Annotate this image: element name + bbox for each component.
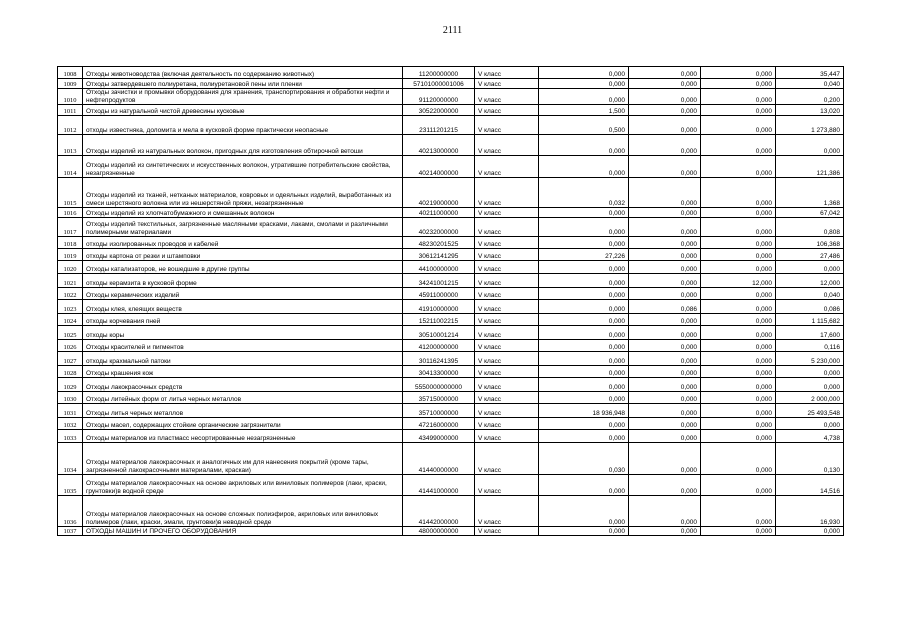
hazard-class-cell: V класс — [475, 326, 539, 340]
value-3-cell: 0,000 — [701, 418, 776, 430]
waste-name-cell: Отходы из натуральной чистой древесины кусковые — [83, 105, 403, 116]
waste-code-cell: 41440000000 — [403, 443, 475, 475]
row-number-cell: 1017 — [58, 218, 83, 237]
value-4-cell: 0,040 — [776, 79, 844, 89]
value-4-cell: 1 273,880 — [776, 116, 844, 135]
value-2-cell: 0,000 — [629, 418, 701, 430]
table-row — [58, 135, 844, 156]
value-3-cell: 0,000 — [701, 443, 776, 475]
hazard-class-cell: V класс — [475, 218, 539, 237]
row-number-cell: 1030 — [58, 392, 83, 404]
waste-name-cell: отходы коры — [83, 326, 403, 340]
waste-name-cell: Отходы материалов из пластмасс несортированные незагрязненные — [83, 430, 403, 443]
waste-code-cell: 11200000000 — [403, 67, 475, 79]
waste-name-cell: отходы известняка, доломита и мела в кусковой форме практически неопасные — [83, 116, 403, 135]
table-row — [58, 430, 844, 443]
value-2-cell: 0,000 — [629, 105, 701, 116]
hazard-class-cell: V класс — [475, 116, 539, 135]
waste-name-cell: Отходы керамических изделий — [83, 288, 403, 300]
waste-name-cell: Отходы крашения кож — [83, 366, 403, 378]
table-row — [58, 496, 844, 527]
value-1-cell: 0,000 — [539, 430, 629, 443]
value-1-cell: 0,000 — [539, 79, 629, 89]
value-2-cell: 0,000 — [629, 475, 701, 496]
value-3-cell: 0,000 — [701, 475, 776, 496]
hazard-class-cell: V класс — [475, 237, 539, 249]
waste-code-cell: 30612141295 — [403, 249, 475, 261]
value-1-cell: 0,000 — [539, 156, 629, 178]
value-3-cell: 0,000 — [701, 326, 776, 340]
waste-code-cell: 40211000000 — [403, 208, 475, 218]
waste-name-cell: отходы корчевания пней — [83, 314, 403, 326]
table-body — [58, 67, 844, 536]
value-2-cell: 0,000 — [629, 208, 701, 218]
waste-code-cell: 30116241395 — [403, 352, 475, 366]
waste-code-cell: 47216000000 — [403, 418, 475, 430]
table-row — [58, 475, 844, 496]
waste-name-cell: Отходы изделий из натуральных волокон, пригодных для изготовления обтирочной ветоши — [83, 135, 403, 156]
table-row — [58, 178, 844, 208]
value-2-cell: 0,000 — [629, 89, 701, 105]
waste-name-cell: Отходы масел, содержащих стойкие органические загрязнители — [83, 418, 403, 430]
value-2-cell: 0,000 — [629, 352, 701, 366]
waste-name-cell: отходы картона от резки и штамповки — [83, 249, 403, 261]
value-1-cell: 0,000 — [539, 300, 629, 314]
waste-name-cell: Отходы клея, клеящих веществ — [83, 300, 403, 314]
value-1-cell: 27,226 — [539, 249, 629, 261]
value-4-cell: 35,447 — [776, 67, 844, 79]
value-2-cell: 0,000 — [629, 218, 701, 237]
value-2-cell: 0,000 — [629, 314, 701, 326]
waste-code-cell: 41442000000 — [403, 496, 475, 527]
table-row — [58, 237, 844, 249]
value-1-cell: 0,500 — [539, 116, 629, 135]
hazard-class-cell: V класс — [475, 392, 539, 404]
value-4-cell: 12,000 — [776, 274, 844, 288]
row-number-cell: 1016 — [58, 208, 83, 218]
waste-name-cell: Отходы материалов лакокрасочных на основе сложных полиэфиров, акриловых или виниловых полимеров (лаки, краски, эмали, грунтовки)в неводной среде — [83, 496, 403, 527]
row-number-cell: 1018 — [58, 237, 83, 249]
waste-code-cell: 40213000000 — [403, 135, 475, 156]
value-4-cell: 4,738 — [776, 430, 844, 443]
value-4-cell: 16,930 — [776, 496, 844, 527]
hazard-class-cell: V класс — [475, 79, 539, 89]
waste-code-cell: 40214000000 — [403, 156, 475, 178]
table-row — [58, 89, 844, 105]
value-3-cell: 0,000 — [701, 249, 776, 261]
value-3-cell: 0,000 — [701, 340, 776, 352]
value-4-cell: 0,000 — [776, 527, 844, 536]
waste-code-cell: 15211002215 — [403, 314, 475, 326]
value-4-cell: 0,116 — [776, 340, 844, 352]
table-row — [58, 156, 844, 178]
value-4-cell: 0,086 — [776, 300, 844, 314]
waste-name-cell: отходы крахмальной патоки — [83, 352, 403, 366]
value-4-cell: 14,516 — [776, 475, 844, 496]
value-4-cell: 13,020 — [776, 105, 844, 116]
hazard-class-cell: V класс — [475, 89, 539, 105]
row-number-cell: 1035 — [58, 475, 83, 496]
value-3-cell: 0,000 — [701, 105, 776, 116]
table-row — [58, 340, 844, 352]
value-2-cell: 0,000 — [629, 378, 701, 392]
value-3-cell: 0,000 — [701, 79, 776, 89]
value-3-cell: 0,000 — [701, 366, 776, 378]
row-number-cell: 1028 — [58, 366, 83, 378]
value-4-cell: 1 115,682 — [776, 314, 844, 326]
value-4-cell: 0,000 — [776, 366, 844, 378]
value-1-cell: 0,000 — [539, 135, 629, 156]
value-2-cell: 0,000 — [629, 178, 701, 208]
row-number-cell: 1012 — [58, 116, 83, 135]
row-number-cell: 1034 — [58, 443, 83, 475]
value-1-cell: 0,030 — [539, 443, 629, 475]
waste-code-cell: 48000000000 — [403, 527, 475, 536]
hazard-class-cell: V класс — [475, 300, 539, 314]
hazard-class-cell: V класс — [475, 352, 539, 366]
value-4-cell: 0,000 — [776, 261, 844, 274]
hazard-class-cell: V класс — [475, 156, 539, 178]
table-row — [58, 300, 844, 314]
value-2-cell: 0,000 — [629, 340, 701, 352]
value-1-cell: 18 936,948 — [539, 404, 629, 418]
table-row — [58, 274, 844, 288]
waste-code-cell: 30522000000 — [403, 105, 475, 116]
table-row — [58, 352, 844, 366]
waste-code-cell: 91120000000 — [403, 89, 475, 105]
value-1-cell: 0,000 — [539, 288, 629, 300]
table-row — [58, 392, 844, 404]
value-2-cell: 0,000 — [629, 135, 701, 156]
row-number-cell: 1009 — [58, 79, 83, 89]
value-3-cell: 0,000 — [701, 261, 776, 274]
waste-code-cell: 44100000000 — [403, 261, 475, 274]
value-3-cell: 12,000 — [701, 274, 776, 288]
waste-code-cell: 45911000000 — [403, 288, 475, 300]
hazard-class-cell: V класс — [475, 105, 539, 116]
value-1-cell: 0,000 — [539, 208, 629, 218]
row-number-cell: 1021 — [58, 274, 83, 288]
waste-name-cell: ОТХОДЫ МАШИН И ПРОЧЕГО ОБОРУДОВАНИЯ — [83, 527, 403, 536]
value-3-cell: 0,000 — [701, 352, 776, 366]
value-4-cell: 17,600 — [776, 326, 844, 340]
table-row — [58, 404, 844, 418]
row-number-cell: 1013 — [58, 135, 83, 156]
waste-code-cell: 30510001214 — [403, 326, 475, 340]
value-4-cell: 0,000 — [776, 135, 844, 156]
waste-name-cell: Отходы катализаторов, не вошедшие в другие группы — [83, 261, 403, 274]
value-1-cell: 0,032 — [539, 178, 629, 208]
table-row — [58, 326, 844, 340]
value-4-cell: 25 493,548 — [776, 404, 844, 418]
waste-name-cell: отходы керамзита в кусковой форме — [83, 274, 403, 288]
row-number-cell: 1011 — [58, 105, 83, 116]
value-3-cell: 0,000 — [701, 156, 776, 178]
hazard-class-cell: V класс — [475, 366, 539, 378]
value-4-cell: 0,000 — [776, 378, 844, 392]
table-row — [58, 105, 844, 116]
hazard-class-cell: V класс — [475, 178, 539, 208]
hazard-class-cell: V класс — [475, 496, 539, 527]
value-2-cell: 0,000 — [629, 366, 701, 378]
waste-code-cell: 48230201525 — [403, 237, 475, 249]
waste-code-cell: 40232000000 — [403, 218, 475, 237]
value-3-cell: 0,000 — [701, 314, 776, 326]
waste-table — [57, 66, 844, 536]
waste-name-cell: Отходы изделий из тканей, нетканых материалов, ковровых и одеяльных изделий, выработанных из смеси шерстяного волокна или из нешерстяной пряжи, незагрязненные — [83, 178, 403, 208]
waste-name-cell: Отходы изделий текстильных, загрязненные масляными красками, лаками, смолами и различными полимерными материалами — [83, 218, 403, 237]
table-row — [58, 208, 844, 218]
table-row — [58, 79, 844, 89]
value-1-cell: 0,000 — [539, 274, 629, 288]
value-1-cell: 0,000 — [539, 366, 629, 378]
value-1-cell: 0,000 — [539, 475, 629, 496]
table-row — [58, 418, 844, 430]
value-2-cell: 0,000 — [629, 116, 701, 135]
table-row — [58, 67, 844, 79]
hazard-class-cell: V класс — [475, 443, 539, 475]
waste-code-cell: 23111201215 — [403, 116, 475, 135]
value-3-cell: 0,000 — [701, 218, 776, 237]
value-4-cell: 1,368 — [776, 178, 844, 208]
table-row — [58, 443, 844, 475]
value-2-cell: 0,000 — [629, 404, 701, 418]
waste-code-cell: 41200000000 — [403, 340, 475, 352]
value-2-cell: 0,000 — [629, 326, 701, 340]
hazard-class-cell: V класс — [475, 288, 539, 300]
value-2-cell: 0,000 — [629, 237, 701, 249]
value-3-cell: 0,000 — [701, 496, 776, 527]
value-2-cell: 0,000 — [629, 261, 701, 274]
waste-code-cell: 41910000000 — [403, 300, 475, 314]
table-row — [58, 378, 844, 392]
value-1-cell: 0,000 — [539, 218, 629, 237]
hazard-class-cell: V класс — [475, 404, 539, 418]
value-1-cell: 1,500 — [539, 105, 629, 116]
value-2-cell: 0,000 — [629, 443, 701, 475]
value-4-cell: 0,040 — [776, 288, 844, 300]
table-row — [58, 314, 844, 326]
value-3-cell: 0,000 — [701, 430, 776, 443]
value-4-cell: 0,130 — [776, 443, 844, 475]
hazard-class-cell: V класс — [475, 208, 539, 218]
row-number-cell: 1022 — [58, 288, 83, 300]
value-2-cell: 0,086 — [629, 300, 701, 314]
page-number: 2111 — [442, 25, 463, 36]
waste-code-cell: 35715000000 — [403, 392, 475, 404]
hazard-class-cell: V класс — [475, 135, 539, 156]
value-1-cell: 0,000 — [539, 378, 629, 392]
value-4-cell: 121,386 — [776, 156, 844, 178]
waste-code-cell: 5550000000000 — [403, 378, 475, 392]
value-1-cell: 0,000 — [539, 418, 629, 430]
row-number-cell: 1026 — [58, 340, 83, 352]
value-4-cell: 0,808 — [776, 218, 844, 237]
hazard-class-cell: V класс — [475, 527, 539, 536]
value-2-cell: 0,000 — [629, 79, 701, 89]
table-row — [58, 366, 844, 378]
value-4-cell: 106,368 — [776, 237, 844, 249]
value-1-cell: 0,000 — [539, 67, 629, 79]
value-2-cell: 0,000 — [629, 288, 701, 300]
value-1-cell: 0,000 — [539, 237, 629, 249]
value-2-cell: 0,000 — [629, 156, 701, 178]
row-number-cell: 1014 — [58, 156, 83, 178]
value-1-cell: 0,000 — [539, 496, 629, 527]
row-number-cell: 1010 — [58, 89, 83, 105]
value-3-cell: 0,000 — [701, 208, 776, 218]
value-3-cell: 0,000 — [701, 178, 776, 208]
row-number-cell: 1033 — [58, 430, 83, 443]
value-1-cell: 0,000 — [539, 352, 629, 366]
hazard-class-cell: V класс — [475, 418, 539, 430]
hazard-class-cell: V класс — [475, 378, 539, 392]
value-2-cell: 0,000 — [629, 527, 701, 536]
row-number-cell: 1015 — [58, 178, 83, 208]
value-3-cell: 0,000 — [701, 300, 776, 314]
row-number-cell: 1023 — [58, 300, 83, 314]
row-number-cell: 1027 — [58, 352, 83, 366]
value-1-cell: 0,000 — [539, 89, 629, 105]
hazard-class-cell: V класс — [475, 475, 539, 496]
row-number-cell: 1037 — [58, 527, 83, 536]
row-number-cell: 1029 — [58, 378, 83, 392]
row-number-cell: 1008 — [58, 67, 83, 79]
table-row — [58, 249, 844, 261]
waste-name-cell: Отходы материалов лакокрасочных на основе акриловых или виниловых полимеров (лаки, краски, грунтовки)в водной среде — [83, 475, 403, 496]
value-1-cell: 0,000 — [539, 326, 629, 340]
hazard-class-cell: V класс — [475, 274, 539, 288]
value-2-cell: 0,000 — [629, 430, 701, 443]
waste-code-cell: 41441000000 — [403, 475, 475, 496]
value-2-cell: 0,000 — [629, 249, 701, 261]
waste-name-cell: Отходы животноводства (включая деятельность по содержанию животных) — [83, 67, 403, 79]
value-2-cell: 0,000 — [629, 67, 701, 79]
waste-name-cell: отходы изолированных проводов и кабелей — [83, 237, 403, 249]
table-row — [58, 116, 844, 135]
value-3-cell: 0,000 — [701, 288, 776, 300]
table-row — [58, 261, 844, 274]
row-number-cell: 1036 — [58, 496, 83, 527]
hazard-class-cell: V класс — [475, 340, 539, 352]
hazard-class-cell: V класс — [475, 67, 539, 79]
value-2-cell: 0,000 — [629, 392, 701, 404]
waste-name-cell: Отходы зачистки и промывки оборудования для хранения, транспортирования и обработки нефти и нефтепродуктов — [83, 89, 403, 105]
waste-code-cell: 43499000000 — [403, 430, 475, 443]
waste-name-cell: Отходы изделий из синтетических и искусственных волокон, утратившие потребительские свойства, незагрязненные — [83, 156, 403, 178]
value-3-cell: 0,000 — [701, 392, 776, 404]
value-1-cell: 0,000 — [539, 340, 629, 352]
value-1-cell: 0,000 — [539, 392, 629, 404]
waste-code-cell: 57101000001006 — [403, 79, 475, 89]
value-1-cell: 0,000 — [539, 527, 629, 536]
value-2-cell: 0,000 — [629, 496, 701, 527]
table-row — [58, 288, 844, 300]
row-number-cell: 1024 — [58, 314, 83, 326]
waste-name-cell: Отходы красителей и пигментов — [83, 340, 403, 352]
value-3-cell: 0,000 — [701, 237, 776, 249]
value-4-cell: 5 230,000 — [776, 352, 844, 366]
value-3-cell: 0,000 — [701, 135, 776, 156]
table-row — [58, 527, 844, 536]
value-3-cell: 0,000 — [701, 89, 776, 105]
row-number-cell: 1032 — [58, 418, 83, 430]
waste-code-cell: 34241001215 — [403, 274, 475, 288]
waste-name-cell: Отходы затвердевшего полиуретана, полиуретановой пены или пленки — [83, 79, 403, 89]
value-2-cell: 0,000 — [629, 274, 701, 288]
row-number-cell: 1031 — [58, 404, 83, 418]
value-1-cell: 0,000 — [539, 261, 629, 274]
waste-name-cell: Отходы материалов лакокрасочных и аналогичных им для нанесения покрытий (кроме тары, загрязненной лакокрасочными материалами, краскаи) — [83, 443, 403, 475]
waste-code-cell: 40219000000 — [403, 178, 475, 208]
hazard-class-cell: V класс — [475, 314, 539, 326]
hazard-class-cell: V класс — [475, 261, 539, 274]
waste-code-cell: 30413300000 — [403, 366, 475, 378]
value-4-cell: 67,042 — [776, 208, 844, 218]
row-number-cell: 1019 — [58, 249, 83, 261]
value-4-cell: 2 000,000 — [776, 392, 844, 404]
value-4-cell: 0,000 — [776, 418, 844, 430]
value-4-cell: 0,200 — [776, 89, 844, 105]
value-3-cell: 0,000 — [701, 67, 776, 79]
value-3-cell: 0,000 — [701, 378, 776, 392]
waste-code-cell: 35710000000 — [403, 404, 475, 418]
value-4-cell: 27,486 — [776, 249, 844, 261]
waste-name-cell: Отходы литья черных металлов — [83, 404, 403, 418]
waste-name-cell: Отходы лакокрасочных средств — [83, 378, 403, 392]
waste-name-cell: Отходы изделий из хлопчатобумажного и смешанных волокон — [83, 208, 403, 218]
value-3-cell: 0,000 — [701, 404, 776, 418]
value-3-cell: 0,000 — [701, 116, 776, 135]
table-row — [58, 218, 844, 237]
row-number-cell: 1025 — [58, 326, 83, 340]
row-number-cell: 1020 — [58, 261, 83, 274]
waste-name-cell: Отходы литейных форм от литья черных металлов — [83, 392, 403, 404]
value-3-cell: 0,000 — [701, 527, 776, 536]
value-1-cell: 0,000 — [539, 314, 629, 326]
hazard-class-cell: V класс — [475, 430, 539, 443]
hazard-class-cell: V класс — [475, 249, 539, 261]
